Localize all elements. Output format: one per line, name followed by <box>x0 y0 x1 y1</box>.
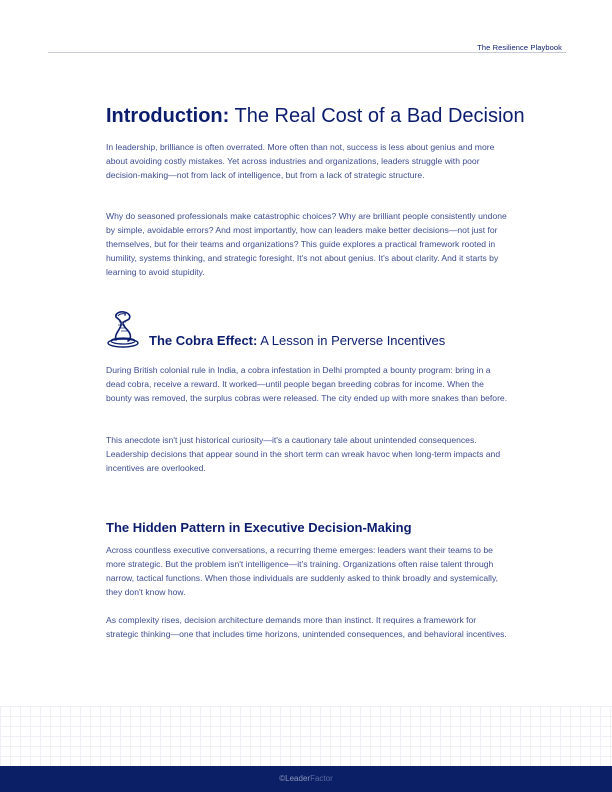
cobra-icon <box>106 310 140 348</box>
footer-brand-prefix: ©Leader <box>279 774 311 783</box>
hidden-paragraph-2: As complexity rises, decision architecture demands more than instinct. It requires a framework for strategic thinking—one that includes time horizons, unintended consequences, and behavioral incentives. <box>106 615 507 639</box>
intro-heading-wrap <box>106 104 525 128</box>
intro-paragraph-2: Why do seasoned professionals make catastrophic choices? Why are brilliant people consistently undone by simple, avoidable errors? And most importantly, how can leaders make better decisions—not just for themselves, but for their teams and organizations? This guide explores a practical framework rooted in humility, systems thinking, and strategic foresight. It's not about genius. It's about clarity. And it starts by learning to avoid stupidity. <box>106 211 507 277</box>
intro-para-2-wrap <box>106 209 510 279</box>
cobra-heading <box>149 333 445 348</box>
cobra-para-1-wrap <box>106 363 510 405</box>
running-header: The Resilience Playbook <box>477 43 562 52</box>
footer-brand <box>0 774 612 783</box>
cobra-paragraph-1: During British colonial rule in India, a cobra infestation in Delhi prompted a bounty program: bring in a dead cobra, receive a reward. It worked—until people began breeding cobras for income. When the bounty was removed, the surplus cobras were released. The city ended up with more snakes than before. <box>106 365 508 403</box>
hidden-para-2-wrap <box>106 613 510 641</box>
intro-heading-rest: The Real Cost of a Bad Decision <box>229 105 525 127</box>
hidden-pattern-heading: The Hidden Pattern in Executive Decision-Making <box>106 520 412 535</box>
cobra-heading-rest: A Lesson in Perverse Incentives <box>257 333 446 348</box>
intro-heading <box>106 104 525 128</box>
cobra-heading-bold: The Cobra Effect: <box>149 333 258 348</box>
cobra-para-2-wrap <box>106 433 510 475</box>
intro-heading-bold: Introduction: <box>106 105 230 127</box>
decorative-grid <box>0 706 612 766</box>
hidden-para-1-wrap <box>106 543 510 599</box>
cobra-paragraph-2: This anecdote isn't just historical curiosity—it's a cautionary tale about unintended consequences. Leadership decisions that appear sound in the short term can wreak havoc when long-term impacts and incentives are overlooked. <box>106 435 501 473</box>
footer-brand-suffix: Factor <box>310 774 333 783</box>
header-rule <box>48 52 566 53</box>
hidden-paragraph-1: Across countless executive conversations, a recurring theme emerges: leaders want their teams to be more strategic. But the problem isn't intelligence—it's training. Organizations often raise talent through narrow, tactical functions. When those individuals are suddenly asked to think broadly and systemically, they don't know how. <box>106 545 499 597</box>
intro-para-1-wrap <box>106 140 510 182</box>
footer-bar <box>0 766 612 792</box>
intro-paragraph-1: In leadership, brilliance is often overrated. More often than not, success is less about genius and more about avoiding costly mistakes. Yet across industries and organizations, leaders struggle with poor decision-making—not from lack of intelligence, but from a lack of strategic structure. <box>106 142 495 180</box>
